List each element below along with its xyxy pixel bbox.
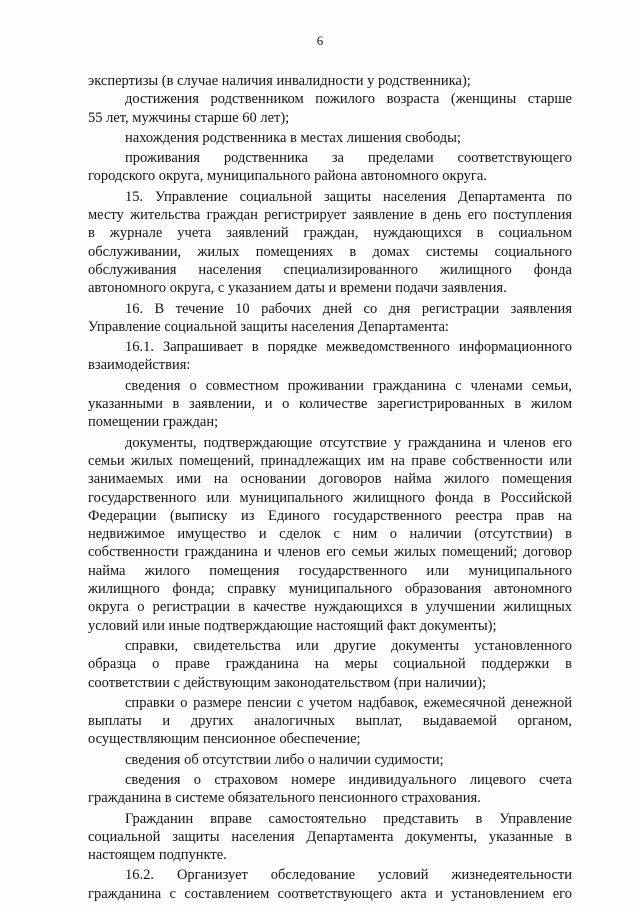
text-line: осуществляющим пенсионное обеспечение; bbox=[88, 731, 361, 748]
text-line: Гражданин вправе самостоятельно представить в Управление bbox=[125, 810, 572, 827]
text-line: Управление социальной защиты населения Департамента: bbox=[88, 318, 449, 335]
text-line: взаимодействия: bbox=[88, 357, 191, 374]
text-line: сведения об отсутствии либо о наличии судимости; bbox=[125, 751, 444, 768]
text-line: автономного округа, с указанием даты и времени подачи заявления. bbox=[88, 280, 507, 297]
text-line: 15. Управление социальной защиты населения Департамента по bbox=[125, 188, 572, 205]
text-line: в журнале учета заявлений граждан, нуждающихся в социальном bbox=[88, 225, 572, 242]
text-line: найма жилого помещения государственного или муниципального bbox=[88, 562, 572, 579]
document-body-text bbox=[88, 72, 572, 903]
text-line: семьи жилых помещений, принадлежащих им на праве собственности или bbox=[88, 452, 572, 469]
text-line: занимаемых ими на основании договоров найма жилого помещения bbox=[88, 471, 572, 488]
text-line: сведения о совместном проживании гражданина с членами семьи, bbox=[125, 377, 572, 394]
text-line: выплаты и других аналогичных выплат, выдаваемой органом, bbox=[88, 713, 572, 730]
text-line: социальной защиты населения Департамента документы, указанные в bbox=[88, 828, 572, 845]
text-line: экспертизы (в случае наличия инвалидности у родственника); bbox=[88, 73, 471, 89]
text-line: достижения родственником пожилого возраста (женщины старше bbox=[125, 91, 572, 108]
text-line: месту жительства граждан регистрирует заявление в день его поступления bbox=[88, 207, 572, 224]
text-line: обслуживания населения специализированного жилищного фонда bbox=[88, 261, 572, 278]
text-line: справки о размере пенсии с учетом надбавок, ежемесячной денежной bbox=[125, 694, 572, 711]
text-line: недвижимое имущество и сделок с ним о наличии (отсутствии) в bbox=[88, 526, 572, 543]
text-line: 16. В течение 10 рабочих дней со дня регистрации заявления bbox=[125, 300, 572, 317]
text-line: государственного или муниципального жилищного фонда в Российской bbox=[88, 489, 572, 506]
text-line: обслуживании, жилых помещениях в домах системы социального bbox=[88, 243, 572, 260]
text-line: образца о праве гражданина на меры социальной поддержки в bbox=[88, 656, 572, 673]
text-line: нахождения родственника в местах лишения свободы; bbox=[125, 129, 461, 146]
text-line: 16.1. Запрашивает в порядке межведомственного информационного bbox=[125, 339, 572, 356]
text-line: гражданина с составлением соответствующего акта и установлением его bbox=[88, 885, 572, 902]
text-line: указанными в заявлении, и о количестве зарегистрированных в жилом bbox=[88, 396, 572, 413]
text-line: условий или иные подтверждающие настоящий факт документы); bbox=[88, 617, 497, 634]
text-line: городского округа, муниципального района автономного округа. bbox=[88, 168, 487, 185]
page-number: 6 bbox=[316, 33, 324, 48]
text-line: справки, свидетельства или другие документы установленного bbox=[125, 637, 572, 654]
text-line: собственности гражданина и членов его семьи жилых помещений; договор bbox=[88, 544, 572, 561]
text-line: соответствии с действующим законодательством (при наличии); bbox=[88, 674, 486, 691]
text-line: 16.2. Организует обследование условий жизнедеятельности bbox=[125, 867, 572, 884]
text-line: настоящем подпункте. bbox=[88, 847, 227, 864]
text-line: гражданина в системе обязательного пенсионного страхования. bbox=[88, 790, 481, 807]
text-line: округа о регистрации в качестве нуждающихся в улучшении жилищных bbox=[88, 599, 572, 616]
text-line: жилищного фонда; справку муниципального образования автономного bbox=[88, 581, 572, 598]
text-line: 55 лет, мужчины старше 60 лет); bbox=[88, 109, 290, 126]
text-line: проживания родственника за пределами соответствующего bbox=[125, 150, 572, 167]
text-line: помещении граждан; bbox=[88, 414, 219, 431]
text-line: сведения о страховом номере индивидуального лицевого счета bbox=[125, 771, 572, 788]
text-line: Федерации (выписку из Единого государственного реестра прав на bbox=[88, 507, 572, 524]
text-line: документы, подтверждающие отсутствие у гражданина и членов его bbox=[125, 434, 572, 451]
